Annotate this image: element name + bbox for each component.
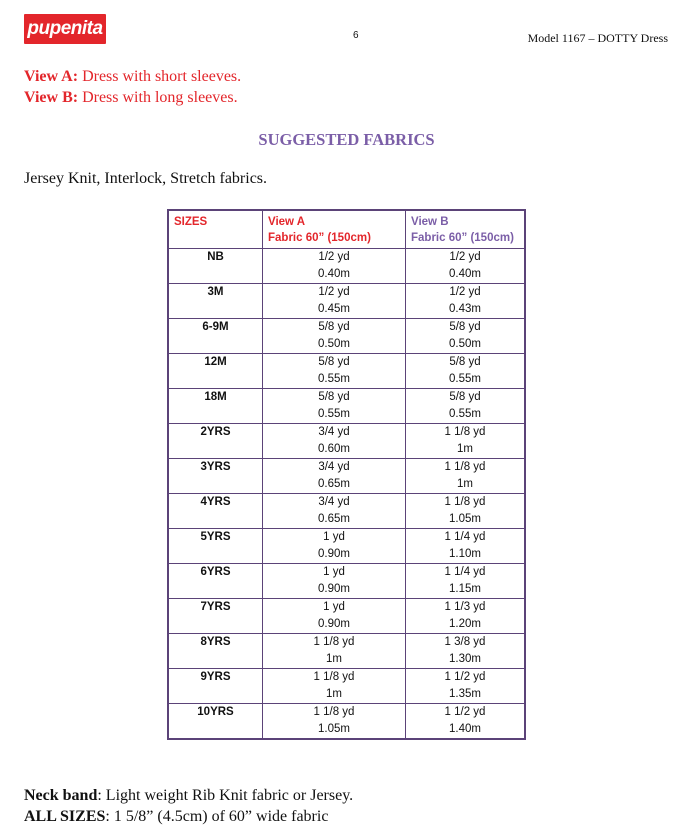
table-row (168, 634, 525, 669)
size-cell (168, 529, 263, 564)
view-a-meters: 0.60m (318, 443, 350, 455)
size-label: NB (207, 251, 224, 263)
size-label: 8YRS (200, 636, 231, 648)
view-b-yards: 5/8 yd (449, 391, 481, 403)
view-b-yards: 1 1/4 yd (444, 531, 486, 543)
view-a-cell (263, 494, 406, 529)
view-a-cell (263, 634, 406, 669)
view-b-meters: 1.40m (449, 723, 481, 735)
size-label: 3YRS (200, 461, 231, 473)
view-b-meters: 0.50m (449, 338, 481, 350)
view-b-meters: 0.40m (449, 268, 481, 280)
view-a-yards: 1/2 yd (318, 286, 350, 298)
page-number: 6 (353, 30, 359, 41)
view-b-meters: 0.55m (449, 408, 481, 420)
view-a-yards: 1 yd (323, 601, 345, 613)
view-a-cell (263, 599, 406, 634)
neck-band-text: : Light weight Rib Knit fabric or Jersey. (97, 787, 354, 804)
table-row (168, 424, 525, 459)
section-title: SUGGESTED FABRICS (258, 130, 435, 149)
view-a-cell (263, 564, 406, 599)
view-b-yards: 1 1/8 yd (444, 426, 486, 438)
view-b-yards: 1 1/8 yd (444, 461, 486, 473)
table-row (168, 354, 525, 389)
all-sizes-note (24, 806, 353, 827)
size-label: 3M (207, 286, 224, 298)
view-a-cell (263, 319, 406, 354)
header-view-a-title: View A (268, 216, 306, 228)
view-a-yards: 1 1/8 yd (313, 636, 355, 648)
view-a-meters: 0.90m (318, 583, 350, 595)
neck-band-note (24, 785, 353, 806)
view-b-cell (406, 354, 526, 389)
header-view-a (263, 210, 406, 249)
all-sizes-text: : 1 5/8” (4.5cm) of 60” wide fabric (105, 808, 329, 825)
size-cell (168, 319, 263, 354)
table-row (168, 529, 525, 564)
size-label: 18M (204, 391, 227, 403)
view-a-meters: 0.55m (318, 373, 350, 385)
view-a-yards: 1 1/8 yd (313, 706, 355, 718)
size-cell (168, 354, 263, 389)
view-b-yards: 1 1/8 yd (444, 496, 486, 508)
view-b-cell (406, 284, 526, 319)
size-cell (168, 249, 263, 284)
size-cell (168, 669, 263, 704)
view-a-yards: 5/8 yd (318, 321, 350, 333)
brand-logo: pupenita (24, 14, 106, 44)
view-a-meters: 0.50m (318, 338, 350, 350)
neck-band-label: Neck band (24, 787, 98, 804)
view-a-yards: 1/2 yd (318, 251, 350, 263)
view-b-yards: 5/8 yd (449, 356, 481, 368)
notes (24, 785, 353, 827)
view-b-meters: 1.30m (449, 653, 481, 665)
view-b-cell (406, 494, 526, 529)
size-cell (168, 564, 263, 599)
header-view-a-fabric: Fabric 60” (150cm) (268, 232, 371, 244)
model-title: Model 1167 – DOTTY Dress (527, 31, 668, 45)
size-cell (168, 599, 263, 634)
view-a-meters: 0.90m (318, 618, 350, 630)
view-a-cell (263, 424, 406, 459)
view-a-cell (263, 354, 406, 389)
view-a-cell (263, 529, 406, 564)
view-a-yards: 3/4 yd (318, 426, 350, 438)
size-cell (168, 634, 263, 669)
view-b-meters: 1.15m (449, 583, 481, 595)
table-row (168, 564, 525, 599)
header-view-b-fabric: Fabric 60” (150cm) (411, 232, 514, 244)
table-row (168, 494, 525, 529)
table-row (168, 704, 525, 740)
view-a-text: Dress with short sleeves. (78, 68, 242, 85)
size-label: 12M (204, 356, 227, 368)
view-b-yards: 1 3/8 yd (444, 636, 486, 648)
size-label: 6YRS (200, 566, 231, 578)
view-a-yards: 1 yd (323, 531, 345, 543)
view-a-line (24, 66, 241, 87)
view-a-meters: 0.45m (318, 303, 350, 315)
view-b-cell (406, 249, 526, 284)
size-label: 7YRS (200, 601, 231, 613)
view-b-cell (406, 599, 526, 634)
table-row (168, 599, 525, 634)
fabrics-list: Jersey Knit, Interlock, Stretch fabrics. (24, 170, 268, 187)
view-b-cell (406, 564, 526, 599)
view-a-meters: 0.65m (318, 478, 350, 490)
view-a-cell (263, 704, 406, 740)
view-a-meters: 1.05m (318, 723, 350, 735)
view-b-yards: 1 1/4 yd (444, 566, 486, 578)
view-b-cell (406, 459, 526, 494)
view-descriptions (24, 66, 241, 108)
size-cell (168, 424, 263, 459)
view-b-cell (406, 669, 526, 704)
view-a-cell (263, 389, 406, 424)
view-b-meters: 0.55m (449, 373, 481, 385)
table-row (168, 284, 525, 319)
view-b-meters: 0.43m (449, 303, 481, 315)
size-cell (168, 494, 263, 529)
view-b-yards: 1 1/2 yd (444, 671, 486, 683)
fabric-requirements-table (167, 209, 526, 740)
view-b-label: View B: (24, 89, 79, 106)
size-cell (168, 459, 263, 494)
view-b-yards: 1/2 yd (449, 251, 481, 263)
view-a-yards: 1 1/8 yd (313, 671, 355, 683)
size-label: 4YRS (200, 496, 231, 508)
view-a-cell (263, 669, 406, 704)
size-label: 6-9M (202, 321, 229, 333)
view-a-yards: 3/4 yd (318, 461, 350, 473)
view-a-cell (263, 459, 406, 494)
size-label: 5YRS (200, 531, 231, 543)
view-a-cell (263, 249, 406, 284)
view-b-meters: 1.35m (449, 688, 481, 700)
view-b-yards: 5/8 yd (449, 321, 481, 333)
view-b-meters: 1m (457, 443, 473, 455)
header-view-b-title: View B (411, 216, 449, 228)
size-cell (168, 704, 263, 740)
view-b-yards: 1 1/3 yd (444, 601, 486, 613)
view-b-meters: 1.05m (449, 513, 481, 525)
view-b-cell (406, 389, 526, 424)
view-b-line (24, 87, 241, 108)
view-a-meters: 1m (326, 653, 342, 665)
view-a-meters: 0.90m (318, 548, 350, 560)
size-label: 9YRS (200, 671, 231, 683)
view-b-cell (406, 529, 526, 564)
view-a-yards: 5/8 yd (318, 356, 350, 368)
size-cell (168, 389, 263, 424)
view-b-yards: 1/2 yd (449, 286, 481, 298)
view-a-yards: 5/8 yd (318, 391, 350, 403)
view-b-cell (406, 424, 526, 459)
view-b-yards: 1 1/2 yd (444, 706, 486, 718)
view-b-cell (406, 634, 526, 669)
table-row (168, 459, 525, 494)
size-label: 10YRS (197, 706, 234, 718)
view-b-cell (406, 704, 526, 740)
view-b-meters: 1.10m (449, 548, 481, 560)
view-a-yards: 1 yd (323, 566, 345, 578)
header-sizes: SIZES (168, 210, 263, 249)
table-header-row (168, 210, 525, 249)
header-view-b (406, 210, 526, 249)
table-row (168, 669, 525, 704)
view-a-cell (263, 284, 406, 319)
view-a-meters: 0.40m (318, 268, 350, 280)
view-b-meters: 1.20m (449, 618, 481, 630)
view-b-cell (406, 319, 526, 354)
view-a-meters: 1m (326, 688, 342, 700)
all-sizes-label: ALL SIZES (24, 808, 106, 825)
view-a-meters: 0.65m (318, 513, 350, 525)
size-label: 2YRS (200, 426, 231, 438)
view-b-meters: 1m (457, 478, 473, 490)
view-a-label: View A: (24, 68, 79, 85)
view-a-meters: 0.55m (318, 408, 350, 420)
view-a-yards: 3/4 yd (318, 496, 350, 508)
table-row (168, 389, 525, 424)
table-row (168, 319, 525, 354)
table-row (168, 249, 525, 284)
size-cell (168, 284, 263, 319)
view-b-text: Dress with long sleeves. (78, 89, 238, 106)
